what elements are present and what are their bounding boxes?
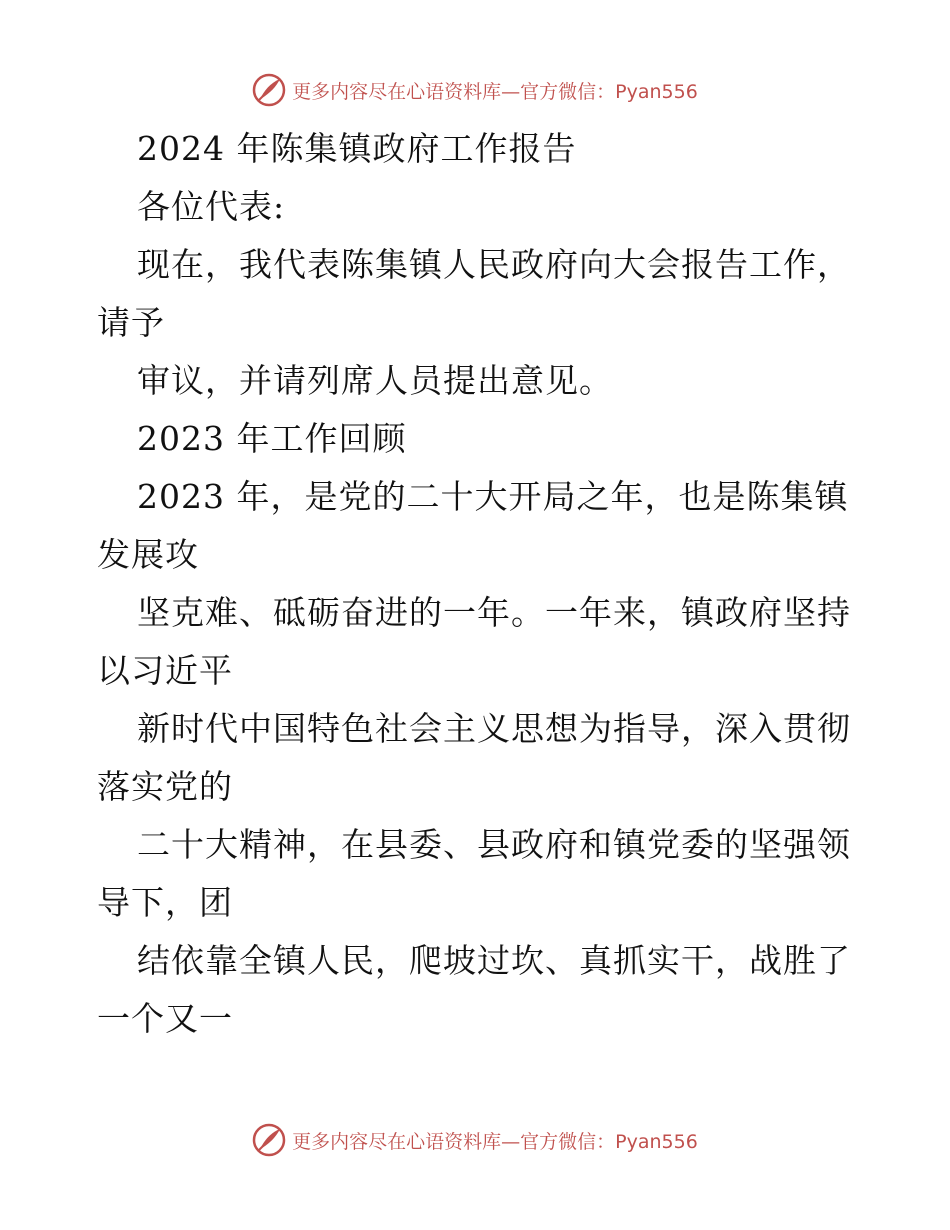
document-line: 落实党的	[97, 767, 233, 806]
document-line: 审议，并请列席人员提出意见。	[137, 361, 613, 400]
document-line: 结依靠全镇人民，爬坡过坎、真抓实干，战胜了	[137, 941, 851, 980]
header-banner-text: 更多内容尽在心语资料库—官方微信：Pyan556	[292, 80, 698, 103]
document-line: 发展攻	[97, 535, 199, 574]
footer-wechat-id: Pyan556	[615, 1130, 698, 1153]
document-line: 2024 年陈集镇政府工作报告	[137, 129, 577, 168]
footer-banner-text: 更多内容尽在心语资料库—官方微信：Pyan556	[292, 1130, 698, 1153]
document-line: 坚克难、砥砺奋进的一年。一年来，镇政府坚持	[137, 593, 851, 632]
document-line: 现在，我代表陈集镇人民政府向大会报告工作，	[137, 245, 851, 284]
document-line: 请予	[97, 303, 165, 342]
document-body	[97, 120, 857, 1048]
footer-banner	[0, 1120, 950, 1160]
document-line: 2023 年工作回顾	[137, 419, 407, 458]
document-line: 导下，团	[97, 883, 233, 922]
document-line: 以习近平	[97, 651, 233, 690]
quill-logo-icon	[252, 1123, 286, 1157]
document-line: 各位代表:	[137, 187, 286, 226]
header-banner	[0, 70, 950, 110]
quill-logo-icon	[252, 73, 286, 107]
document-line: 2023 年，是党的二十大开局之年，也是陈集镇	[137, 477, 849, 516]
document-line: 二十大精神，在县委、县政府和镇党委的坚强领	[137, 825, 851, 864]
document-line: 一个又一	[97, 999, 233, 1038]
document-line: 新时代中国特色社会主义思想为指导，深入贯彻	[137, 709, 851, 748]
header-wechat-id: Pyan556	[615, 80, 698, 103]
